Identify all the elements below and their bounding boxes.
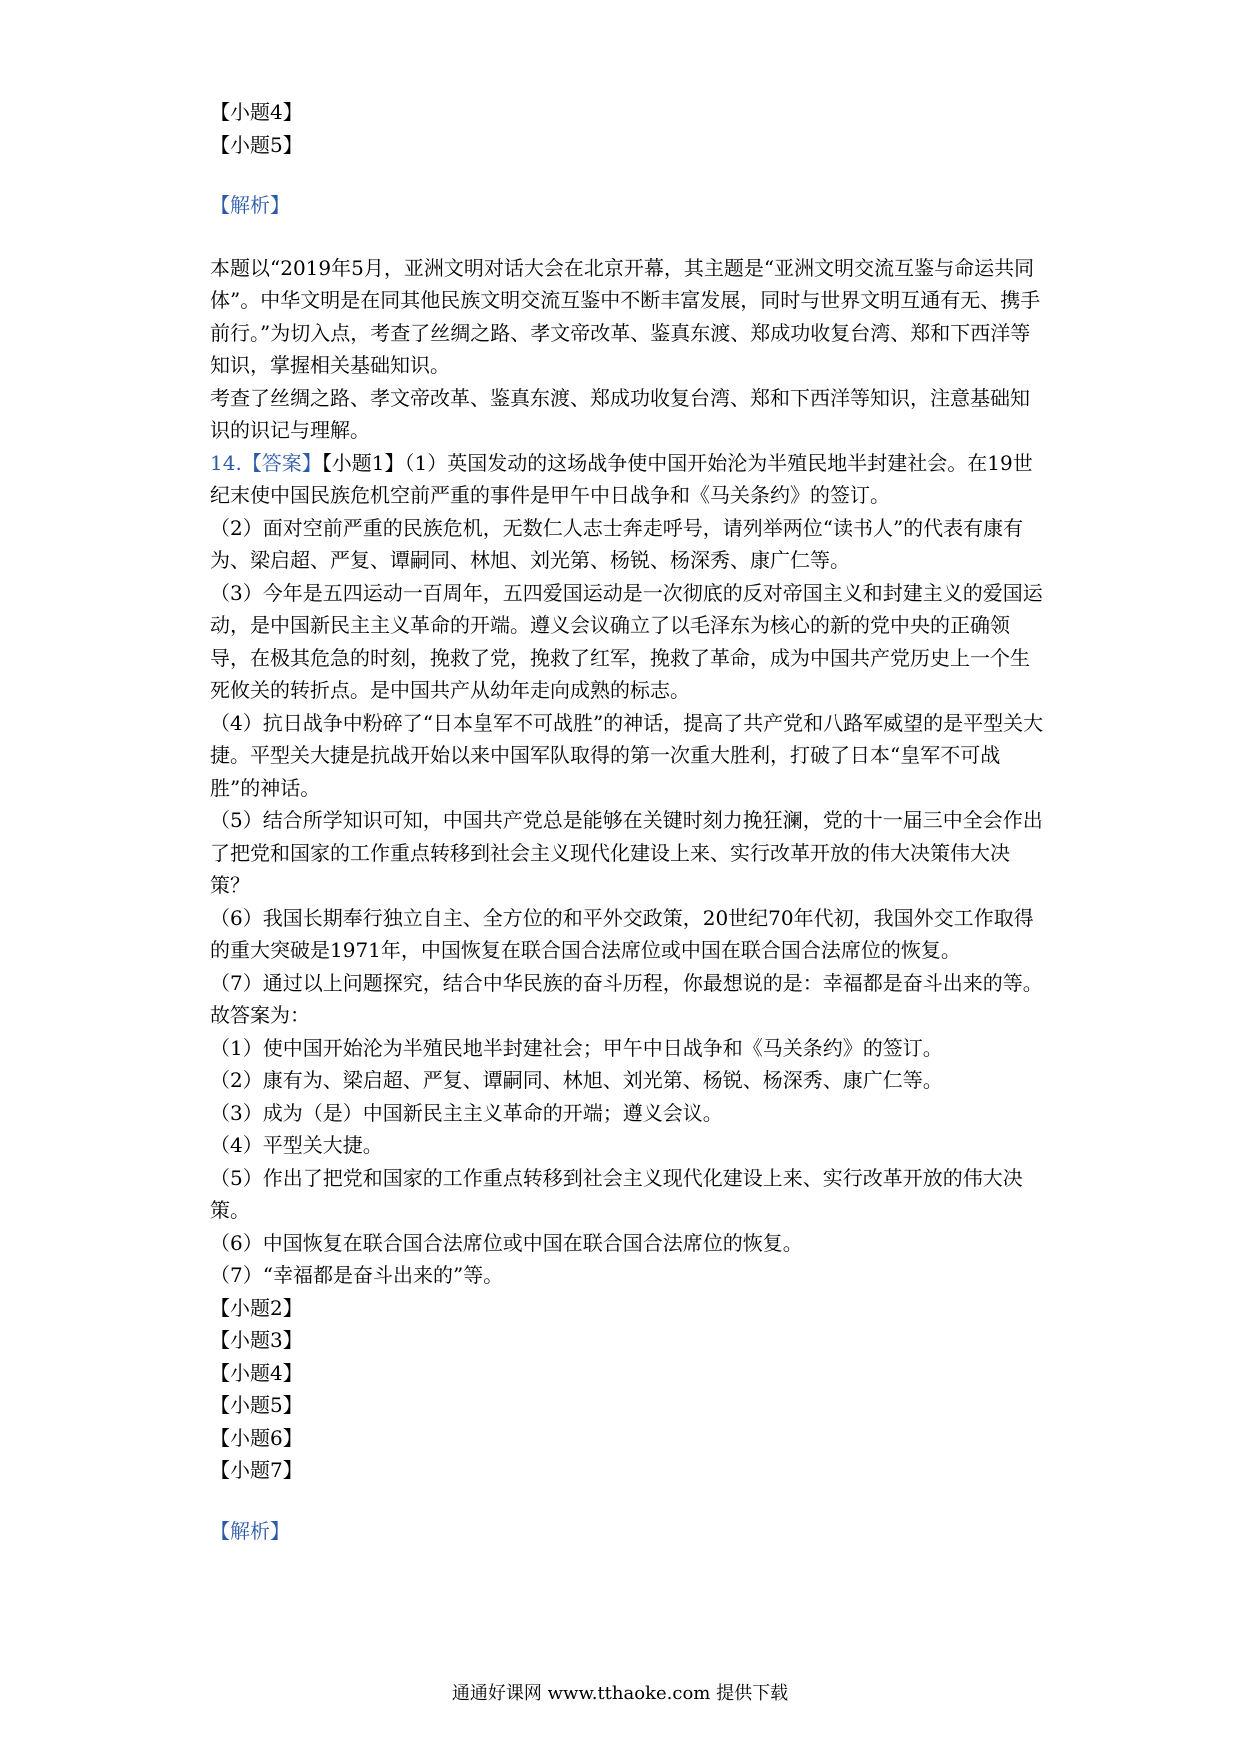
analysis-label: 【解析】 bbox=[210, 1518, 290, 1543]
answer-explanation-item: （4）抗日战争中粉碎了“日本皇军不可战胜”的神话，提高了共产党和八路军威望的是平型关大捷。平型关大捷是抗战开始以来中国军队取得的第一次重大胜利，打破了日本“皇军不可战胜”的神话。 bbox=[210, 710, 1044, 800]
page-footer: 通通好课网 www.tthaoke.com 提供下载 bbox=[451, 1683, 789, 1704]
subquestion-label: 【小题7】 bbox=[210, 1458, 303, 1482]
subquestion-label: 【小题5】 bbox=[210, 1393, 303, 1417]
analysis-paragraph: 考查了丝绸之路、孝文帝改革、鉴真东渡、郑成功收复台湾、郑和下西洋等知识，注意基础知识的识记与理解。 bbox=[210, 385, 1030, 442]
answer-intro: 故答案为： bbox=[210, 1003, 310, 1027]
subquestion-label: 【小题6】 bbox=[210, 1425, 303, 1450]
analysis-paragraph: 本题以“2019年5月，亚洲文明对话大会在北京开幕，其主题是“亚洲文明交流互鉴与命运共同体”。中华文明是在同其他民族文明交流互鉴中不断丰富发展，同时与世界文明互通有无、携手前行。”为切入点，考查了丝绸之路、孝文帝改革、鉴真东渡、郑成功收复台湾、郑和下西洋等知识，掌握相关基础知识。 bbox=[210, 255, 1041, 377]
answer-label: 14.【答案】 bbox=[210, 450, 322, 475]
answer-explanation-item: （2）面对空前严重的民族危机，无数仁人志士奔走呼号，请列举两位“读书人”的代表有康有为、梁启超、严复、谭嗣同、林旭、刘光第、杨锐、杨深秀、康广仁等。 bbox=[210, 515, 1024, 572]
answer-explanation-item: （6）我国长期奉行独立自主、全方位的和平外交政策，20世纪70年代初，我国外交工作取得的重大突破是1971年，中国恢复在联合国合法席位或中国在联合国合法席位的恢复。 bbox=[210, 905, 1034, 962]
analysis-label: 【解析】 bbox=[210, 193, 290, 217]
subquestion-label: 【小题4】 bbox=[210, 100, 303, 124]
answer-item: （6）中国恢复在联合国合法席位或中国在联合国合法席位的恢复。 bbox=[210, 1230, 803, 1255]
answer-first-text: 【小题1】（1）英国发动的这场战争使中国开始沦为半殖民地半封建社会。在19世纪末使中国民族危机空前严重的事件是甲午中日战争和《马关条约》的签订。 bbox=[210, 450, 1033, 507]
answer-explanation-item: （3）今年是五四运动一百周年，五四爱国运动是一次彻底的反对帝国主义和封建主义的爱国运动，是中国新民主主义革命的开端。遵义会议确立了以毛泽东为核心的新的党中央的正确领导，在极其危急的时刻，挽救了党，挽救了红军，挽救了革命，成为中国共产党历史上一个生死攸关的转折点。是中国共产从幼年走向成熟的标志。 bbox=[210, 580, 1043, 702]
subquestion-label: 【小题5】 bbox=[210, 132, 303, 157]
answer-item: （5）作出了把党和国家的工作重点转移到社会主义现代化建设上来、实行改革开放的伟大决策。 bbox=[210, 1165, 1023, 1222]
answer-item: （4）平型关大捷。 bbox=[210, 1133, 383, 1157]
answer-explanation-item: （7）通过以上问题探究，结合中华民族的奋斗历程，你最想说的是：幸福都是奋斗出来的等。 bbox=[210, 970, 1043, 995]
answer-explanation-item: （5）结合所学知识可知，中国共产党总是能够在关键时刻力挽狂澜，党的十一届三中全会作出了把党和国家的工作重点转移到社会主义现代化建设上来、实行改革开放的伟大决策伟大决策？ bbox=[210, 808, 1043, 897]
document-body bbox=[210, 96, 1045, 1547]
answer-item: （7）“幸福都是奋斗出来的”等。 bbox=[210, 1263, 504, 1287]
answer-item: （2）康有为、梁启超、严复、谭嗣同、林旭、刘光第、杨锐、杨深秀、康广仁等。 bbox=[210, 1068, 943, 1092]
subquestion-label: 【小题2】 bbox=[210, 1295, 303, 1320]
answer-item: （3）成为（是）中国新民主主义革命的开端；遵义会议。 bbox=[210, 1100, 723, 1125]
subquestion-label: 【小题3】 bbox=[210, 1328, 303, 1352]
answer-item: （1）使中国开始沦为半殖民地半封建社会；甲午中日战争和《马关条约》的签订。 bbox=[210, 1035, 943, 1060]
question-14-answer bbox=[210, 447, 1045, 512]
subquestion-label: 【小题4】 bbox=[210, 1360, 303, 1385]
